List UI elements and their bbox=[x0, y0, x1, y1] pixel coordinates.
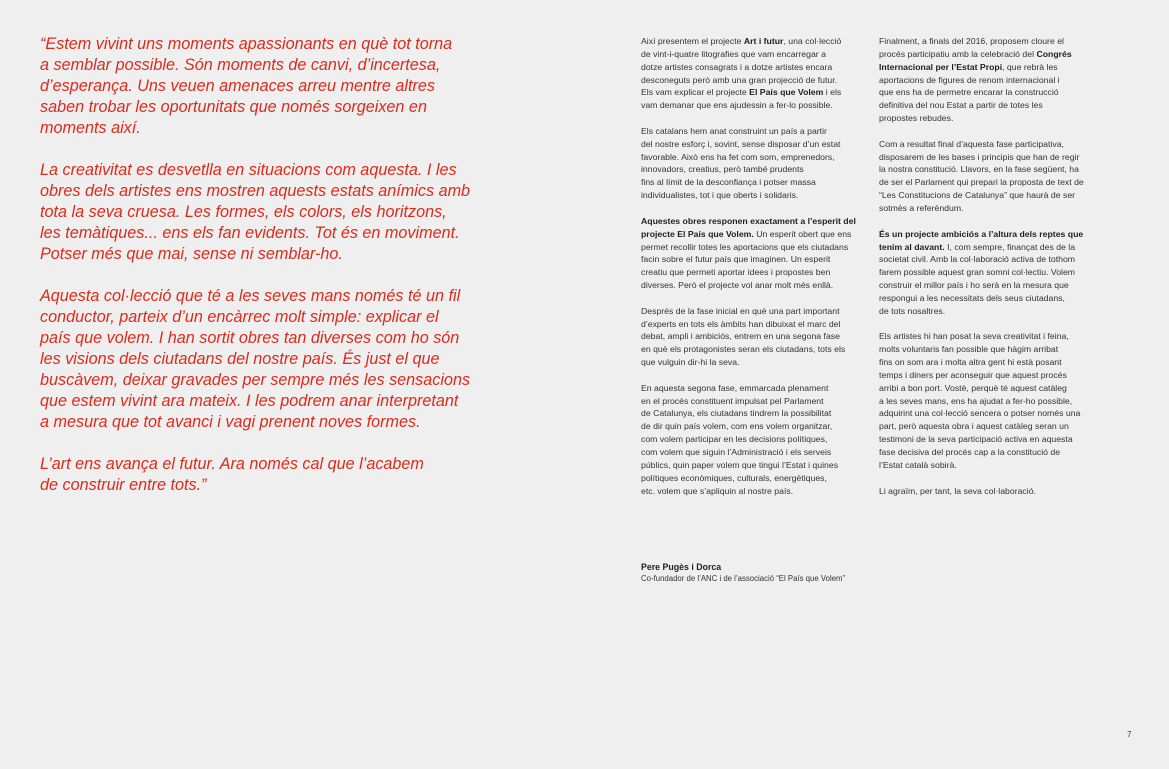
project-name-art-i-futur: Art i futur bbox=[743, 36, 784, 46]
body-line: polítiques econòmiques, culturals, energètiques, bbox=[641, 472, 827, 483]
body-line: d’experts en tots els àmbits han dibuixat el marc del bbox=[641, 318, 841, 329]
body-text-bold: tenim al davant. bbox=[879, 241, 945, 252]
body-text-bold: Congrés bbox=[1036, 48, 1072, 59]
quote-paragraph bbox=[40, 160, 510, 265]
body-paragraph bbox=[879, 228, 1109, 318]
body-line: creatiu que permeti aportar idees i propostes ben bbox=[641, 267, 831, 278]
body-line: de Catalunya, els ciutadans tindrem la possibilitat bbox=[641, 408, 832, 419]
body-line bbox=[641, 86, 869, 99]
quote-line: buscàvem, deixar gravades per sempre més les sensacions bbox=[40, 371, 471, 389]
body-line: Finalment, a finals del 2016, proposem cloure el bbox=[879, 36, 1064, 46]
project-name-el-pais-que-volem: El País que Volem bbox=[749, 87, 824, 98]
body-text: procés participatiu amb la celebració del bbox=[879, 48, 1037, 59]
body-line: part, però aquesta obra i aquest catàleg seran un bbox=[879, 421, 1069, 432]
body-line: propostes rebudes. bbox=[879, 113, 954, 124]
body-line bbox=[879, 241, 1109, 254]
body-line: sotmès a referèndum. bbox=[879, 202, 964, 213]
author-signature bbox=[641, 561, 845, 584]
body-line: molts voluntaris fan possible que hàgim arribat bbox=[879, 344, 1059, 355]
quote-line: tota la seva cruesa. Les formes, els colors, els horitzons, bbox=[40, 203, 447, 221]
quote-line: moments així. bbox=[40, 119, 141, 137]
quote-line: obres dels artistes ens mostren aquests estats anímics amb bbox=[40, 182, 471, 200]
body-line: del nostre esforç i, sovint, sense disposar d’un estat bbox=[641, 138, 841, 149]
quote-line: conductor, parteix d’un encàrrec molt simple: explicar el bbox=[40, 308, 439, 326]
body-line: fase decisiva del procés cap a la constitució de bbox=[879, 447, 1061, 457]
body-line: en què els protagonistes seran els ciutadans, tots els bbox=[641, 344, 846, 355]
body-text: Els vam explicar el projecte bbox=[641, 87, 750, 98]
body-line: “Les Constitucions de Catalunya” que haurà de ser bbox=[879, 190, 1076, 201]
opening-quote bbox=[40, 34, 510, 517]
quote-line: les visions dels ciutadans del nostre país. És just el que bbox=[40, 350, 440, 368]
body-line: a les seves mans, ens ha ajudat a fer-ho possible, bbox=[879, 395, 1073, 406]
body-line: facin sobre el futur país que imaginen. Un esperit bbox=[641, 254, 831, 265]
body-line: Li agraïm, per tant, la seva col·laboració. bbox=[879, 485, 1036, 496]
body-text-bold: Internacional per l’Estat Propi bbox=[879, 61, 1003, 72]
body-line: En aquesta segona fase, emmarcada plenament bbox=[641, 382, 829, 393]
body-line: Després de la fase inicial en què una part important bbox=[641, 305, 840, 316]
body-line: arribi a bon port. Vostè, perquè té aquest catàleg bbox=[879, 382, 1067, 393]
quote-line: de construir entre tots.” bbox=[40, 476, 207, 494]
body-line bbox=[879, 61, 1109, 74]
quote-line: a mesura que tot avanci i vagi prenent noves formes. bbox=[40, 413, 421, 431]
quote-line: país que volem. I han sortit obres tan diverses com ho són bbox=[40, 329, 460, 347]
body-line bbox=[641, 228, 869, 241]
body-paragraph bbox=[641, 125, 869, 202]
body-column-left bbox=[641, 35, 869, 510]
quote-line: saben trobar les oportunitats que només sorgeixen en bbox=[40, 98, 427, 116]
body-paragraph bbox=[879, 485, 1109, 498]
body-text: I, com sempre, finançat des de la bbox=[944, 241, 1076, 252]
body-line: individualistes, tot i que oberts i solidaris. bbox=[641, 190, 799, 201]
body-line: públics, quin paper volem que tingui l’Estat i quines bbox=[641, 459, 839, 470]
quote-line: La creativitat es desvetlla en situacions com aquesta. I les bbox=[40, 161, 457, 179]
body-line: Els catalans hem anat construint un país a partir bbox=[641, 125, 827, 136]
body-line: respongui a les necessitats dels seus ciutadans, bbox=[879, 292, 1065, 303]
quote-line: L’art ens avança el futur. Ara només cal que l’acabem bbox=[40, 455, 424, 473]
body-text-bold: projecte El País que Volem. bbox=[641, 228, 754, 239]
body-paragraph bbox=[641, 215, 869, 292]
author-name: Pere Pugès i Dorca bbox=[641, 562, 722, 572]
body-line: de tots nosaltres. bbox=[879, 305, 946, 316]
quote-line: les temàtiques... ens els fan evidents. Tot és en moviment. bbox=[40, 224, 460, 242]
quote-line: que estem vivint ara mateix. I les podrem anar interpretant bbox=[40, 392, 459, 410]
body-line: de vint-i-quatre litografies que vam encarregar a bbox=[641, 48, 826, 59]
quote-line: Potser més que mai, sense ni semblar-ho. bbox=[40, 245, 343, 263]
body-line: com volem que siguin l’Administració i els serveis bbox=[641, 447, 832, 457]
body-line: aportacions de figures de renom internacional i bbox=[879, 74, 1060, 85]
body-line: que vulguin dir-hi la seva. bbox=[641, 357, 740, 368]
body-line: testimoni de la seva participació activa en aquesta bbox=[879, 434, 1073, 445]
author-role: Co-fundador de l’ANC i de l’associació “El País que Volem” bbox=[641, 574, 846, 583]
body-line: societat civil. Amb la col·laboració activa de tothom bbox=[879, 254, 1076, 265]
body-line: que ens ha de permetre encarar la construcció bbox=[879, 87, 1059, 98]
quote-line: “Estem vivint uns moments apassionants en què tot torna bbox=[40, 35, 453, 53]
body-text: i els bbox=[823, 87, 842, 98]
body-line: etc. volem que s’apliquin al nostre país. bbox=[641, 485, 794, 496]
body-line-bold: Aquestes obres responen exactament a l’esperit del bbox=[641, 215, 856, 226]
body-line: en el procés constituent impulsat pel Parlament bbox=[641, 395, 824, 406]
body-line: la nostra constitució. Llavors, en la fase següent, ha bbox=[879, 164, 1079, 175]
body-paragraph bbox=[641, 305, 869, 369]
body-line: l’Estat català sobirà. bbox=[879, 459, 957, 470]
body-paragraph bbox=[641, 35, 869, 112]
body-line: desconeguts però amb una gran projecció de futur. bbox=[641, 74, 838, 85]
quote-line: Aquesta col·lecció que té a les seves mans només té un fil bbox=[40, 287, 461, 305]
body-line: farem possible aquest gran somni col·lectiu. Volem bbox=[879, 267, 1076, 278]
body-line: innovadors, creatius, però també prudents bbox=[641, 164, 804, 175]
quote-line: d’esperança. Uns veuen amenaces arreu mentre altres bbox=[40, 77, 436, 95]
body-paragraph bbox=[879, 138, 1109, 215]
body-line: Els artistes hi han posat la seva creativitat i feina, bbox=[879, 331, 1069, 342]
body-paragraph bbox=[641, 382, 869, 498]
body-line: disposarem de les bases i principis que han de regir bbox=[879, 151, 1080, 162]
body-line: permet recollir totes les aportacions que els ciutadans bbox=[641, 241, 849, 252]
body-line: debat, ampli i ambiciós, entrem en una segona fase bbox=[641, 331, 840, 342]
body-line: fins on som ara i molta altra gent hi està posant bbox=[879, 357, 1062, 368]
body-line: com volem participar en les decisions polítiques, bbox=[641, 434, 828, 445]
body-line bbox=[879, 48, 1109, 61]
body-line-bold: És un projecte ambiciós a l’altura dels reptes que bbox=[879, 228, 1084, 239]
body-line: dotze artistes consagrats i a dotze artistes encara bbox=[641, 61, 833, 72]
body-text: , una col·lecció bbox=[783, 36, 842, 46]
body-line: definitiva del nou Estat a partir de totes les bbox=[879, 100, 1043, 111]
body-line: fins al límit de la desconfiança i potser massa bbox=[641, 177, 816, 188]
quote-paragraph bbox=[40, 34, 510, 139]
body-line: vam demanar que ens ajudessin a fer-lo possible. bbox=[641, 100, 833, 111]
body-line: diverses. Però el projecte vol anar molt més enllà. bbox=[641, 280, 834, 291]
quote-paragraph bbox=[40, 454, 510, 496]
body-line: favorable. Això ens ha fet com som, emprenedors, bbox=[641, 151, 835, 162]
page-number: 7 bbox=[1127, 730, 1132, 739]
quote-line: a semblar possible. Són moments de canvi, d’incertesa, bbox=[40, 56, 441, 74]
body-text: Així presentem el projecte bbox=[641, 36, 744, 46]
body-line: adquirint una col·lecció sencera o potser només una bbox=[879, 408, 1081, 419]
body-line: de ser el Parlament qui prepari la proposta de text de bbox=[879, 177, 1084, 188]
body-line bbox=[641, 35, 869, 48]
body-text: , que rebrà les bbox=[1002, 61, 1058, 72]
body-line: temps i diners per aconseguir que aquest procés bbox=[879, 369, 1067, 380]
body-line: Com a resultat final d’aquesta fase participativa, bbox=[879, 138, 1064, 149]
body-line: construir el millor país i ho serà en la mesura que bbox=[879, 280, 1069, 291]
body-paragraph bbox=[879, 35, 1109, 125]
body-column-right bbox=[879, 35, 1109, 510]
quote-paragraph bbox=[40, 286, 510, 433]
body-text: Un esperit obert que ens bbox=[753, 228, 852, 239]
body-paragraph bbox=[879, 330, 1109, 471]
body-line: de dir quin país volem, com ens volem organitzar, bbox=[641, 421, 833, 432]
